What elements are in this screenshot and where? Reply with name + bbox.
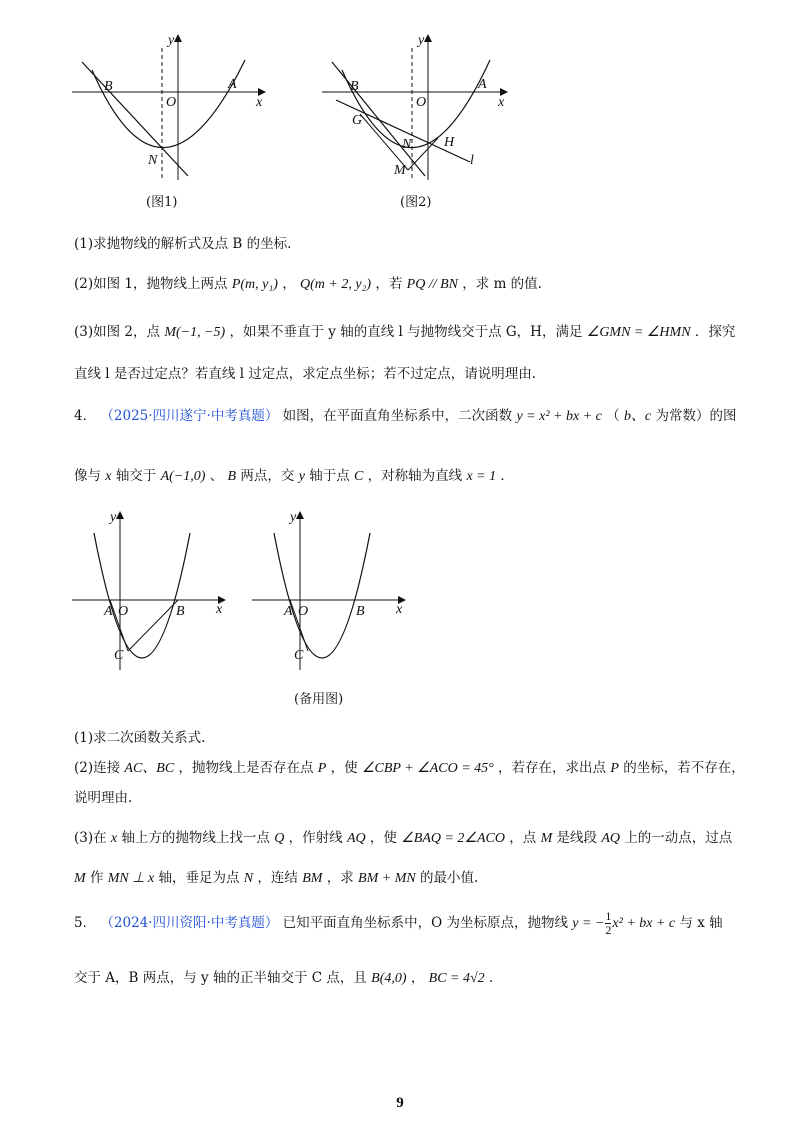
q4-fig-label-x: x [216, 602, 223, 617]
q4-figure-caption: (备用图) [294, 692, 344, 707]
q4-spare-label-x: x [396, 602, 403, 617]
q4-fig-label-A: A [104, 604, 113, 619]
fig1-label-y: y [168, 33, 175, 48]
fig1-caption: (图1) [146, 195, 178, 210]
q4-spare-label-B: B [356, 604, 365, 619]
q4-fig-label-O: O [118, 604, 129, 619]
q4-figure-main [68, 505, 233, 675]
q4-stem-cont: 像与 x 轴交于 A(−1,0) 、 B 两点，交 y 轴于点 C ，对称轴为直线 x = 1 ． [74, 468, 514, 484]
q4-part1: (1)求二次函数关系式. [74, 730, 206, 746]
q3-part2: (2)如图 1，抛物线上两点 P(m, y₁) ， Q(m + 2, y₂) ，若 PQ // BN ，求 m 的值. [74, 276, 542, 292]
figure-2 [320, 30, 520, 190]
q4-source: （2025·四川遂宁·中考真题） [100, 408, 279, 424]
fig1-label-N: N [148, 153, 158, 168]
q4-spare-label-y: y [290, 510, 297, 525]
q4-figure-spare [248, 505, 413, 675]
q4-fig-label-B: B [176, 604, 185, 619]
q4-part2: (2)连接 AC、BC ，抛物线上是否存在点 P ，使 ∠CBP + ∠ACO = 45° ，若存在，求出点 P 的坐标，若不存在， [74, 760, 745, 776]
fig2-label-x: x [498, 95, 505, 110]
q4-fig-label-C: C [114, 648, 124, 663]
q3-part3: (3)如图 2，点 M(−1, −5) ，如果不垂直于 y 轴的直线 l 与抛物线交于点 G，H，满足 ∠GMN = ∠HMN ．探究 [74, 324, 736, 340]
q4-spare-label-C: C [294, 648, 304, 663]
fig2-label-B: B [350, 79, 359, 94]
fig1-label-x: x [256, 95, 263, 110]
fig2-label-G: G [352, 113, 363, 128]
fig1-label-O: O [166, 95, 177, 110]
fig1-label-A: A [228, 77, 237, 92]
q4-spare-label-O: O [298, 604, 309, 619]
fig2-label-N: N [402, 137, 412, 152]
figure-1 [70, 30, 270, 190]
q4-part3-cont: M 作 MN ⊥ x 轴，垂足为点 N ，连结 BM ，求 BM + MN 的最小值. [74, 870, 479, 886]
q5-fraction: $\frac{1}{2}$ [605, 909, 612, 937]
fig2-caption: (图2) [400, 195, 432, 210]
fig2-label-O: O [416, 95, 427, 110]
q5-stem: 5． （2024·四川资阳·中考真题） 已知平面直角坐标系中，O 为坐标原点，抛物线 y = − $\frac{1}{2}$ x² + bx + c 与 x 轴 [74, 909, 723, 937]
fig2-label-M: M [394, 163, 406, 178]
q4-part3: (3)在 x 轴上方的抛物线上找一点 Q ，作射线 AQ ，使 ∠BAQ = 2∠ACO ，点 M 是线段 AQ 上的一动点，过点 [74, 830, 733, 846]
q4-fig-label-y: y [110, 510, 117, 525]
fig1-label-B: B [104, 79, 113, 94]
q4-part2-cont: 说明理由. [74, 790, 133, 806]
fig2-label-H: H [444, 135, 455, 150]
fig2-label-l: l [470, 153, 474, 168]
fig2-label-A: A [478, 77, 487, 92]
q4-stem: 4． （2025·四川遂宁·中考真题） 如图，在平面直角坐标系中，二次函数 y = x² + bx + c （ b、c 为常数）的图 [74, 408, 737, 424]
q5-stem-cont: 交于 A，B 两点，与 y 轴的正半轴交于 C 点，且 B(4,0) ， BC = 4√2 ． [74, 970, 503, 986]
q5-source: （2024·四川资阳·中考真题） [100, 915, 279, 931]
page-number: 9 [396, 1095, 404, 1111]
q4-spare-label-A: A [284, 604, 293, 619]
q3-part3-cont: 直线 l 是否过定点？若直线 l 过定点，求定点坐标；若不过定点，请说明理由. [74, 366, 537, 382]
q3-part1: (1)求抛物线的解析式及点 B 的坐标. [74, 236, 292, 252]
fig2-label-y: y [418, 33, 425, 48]
